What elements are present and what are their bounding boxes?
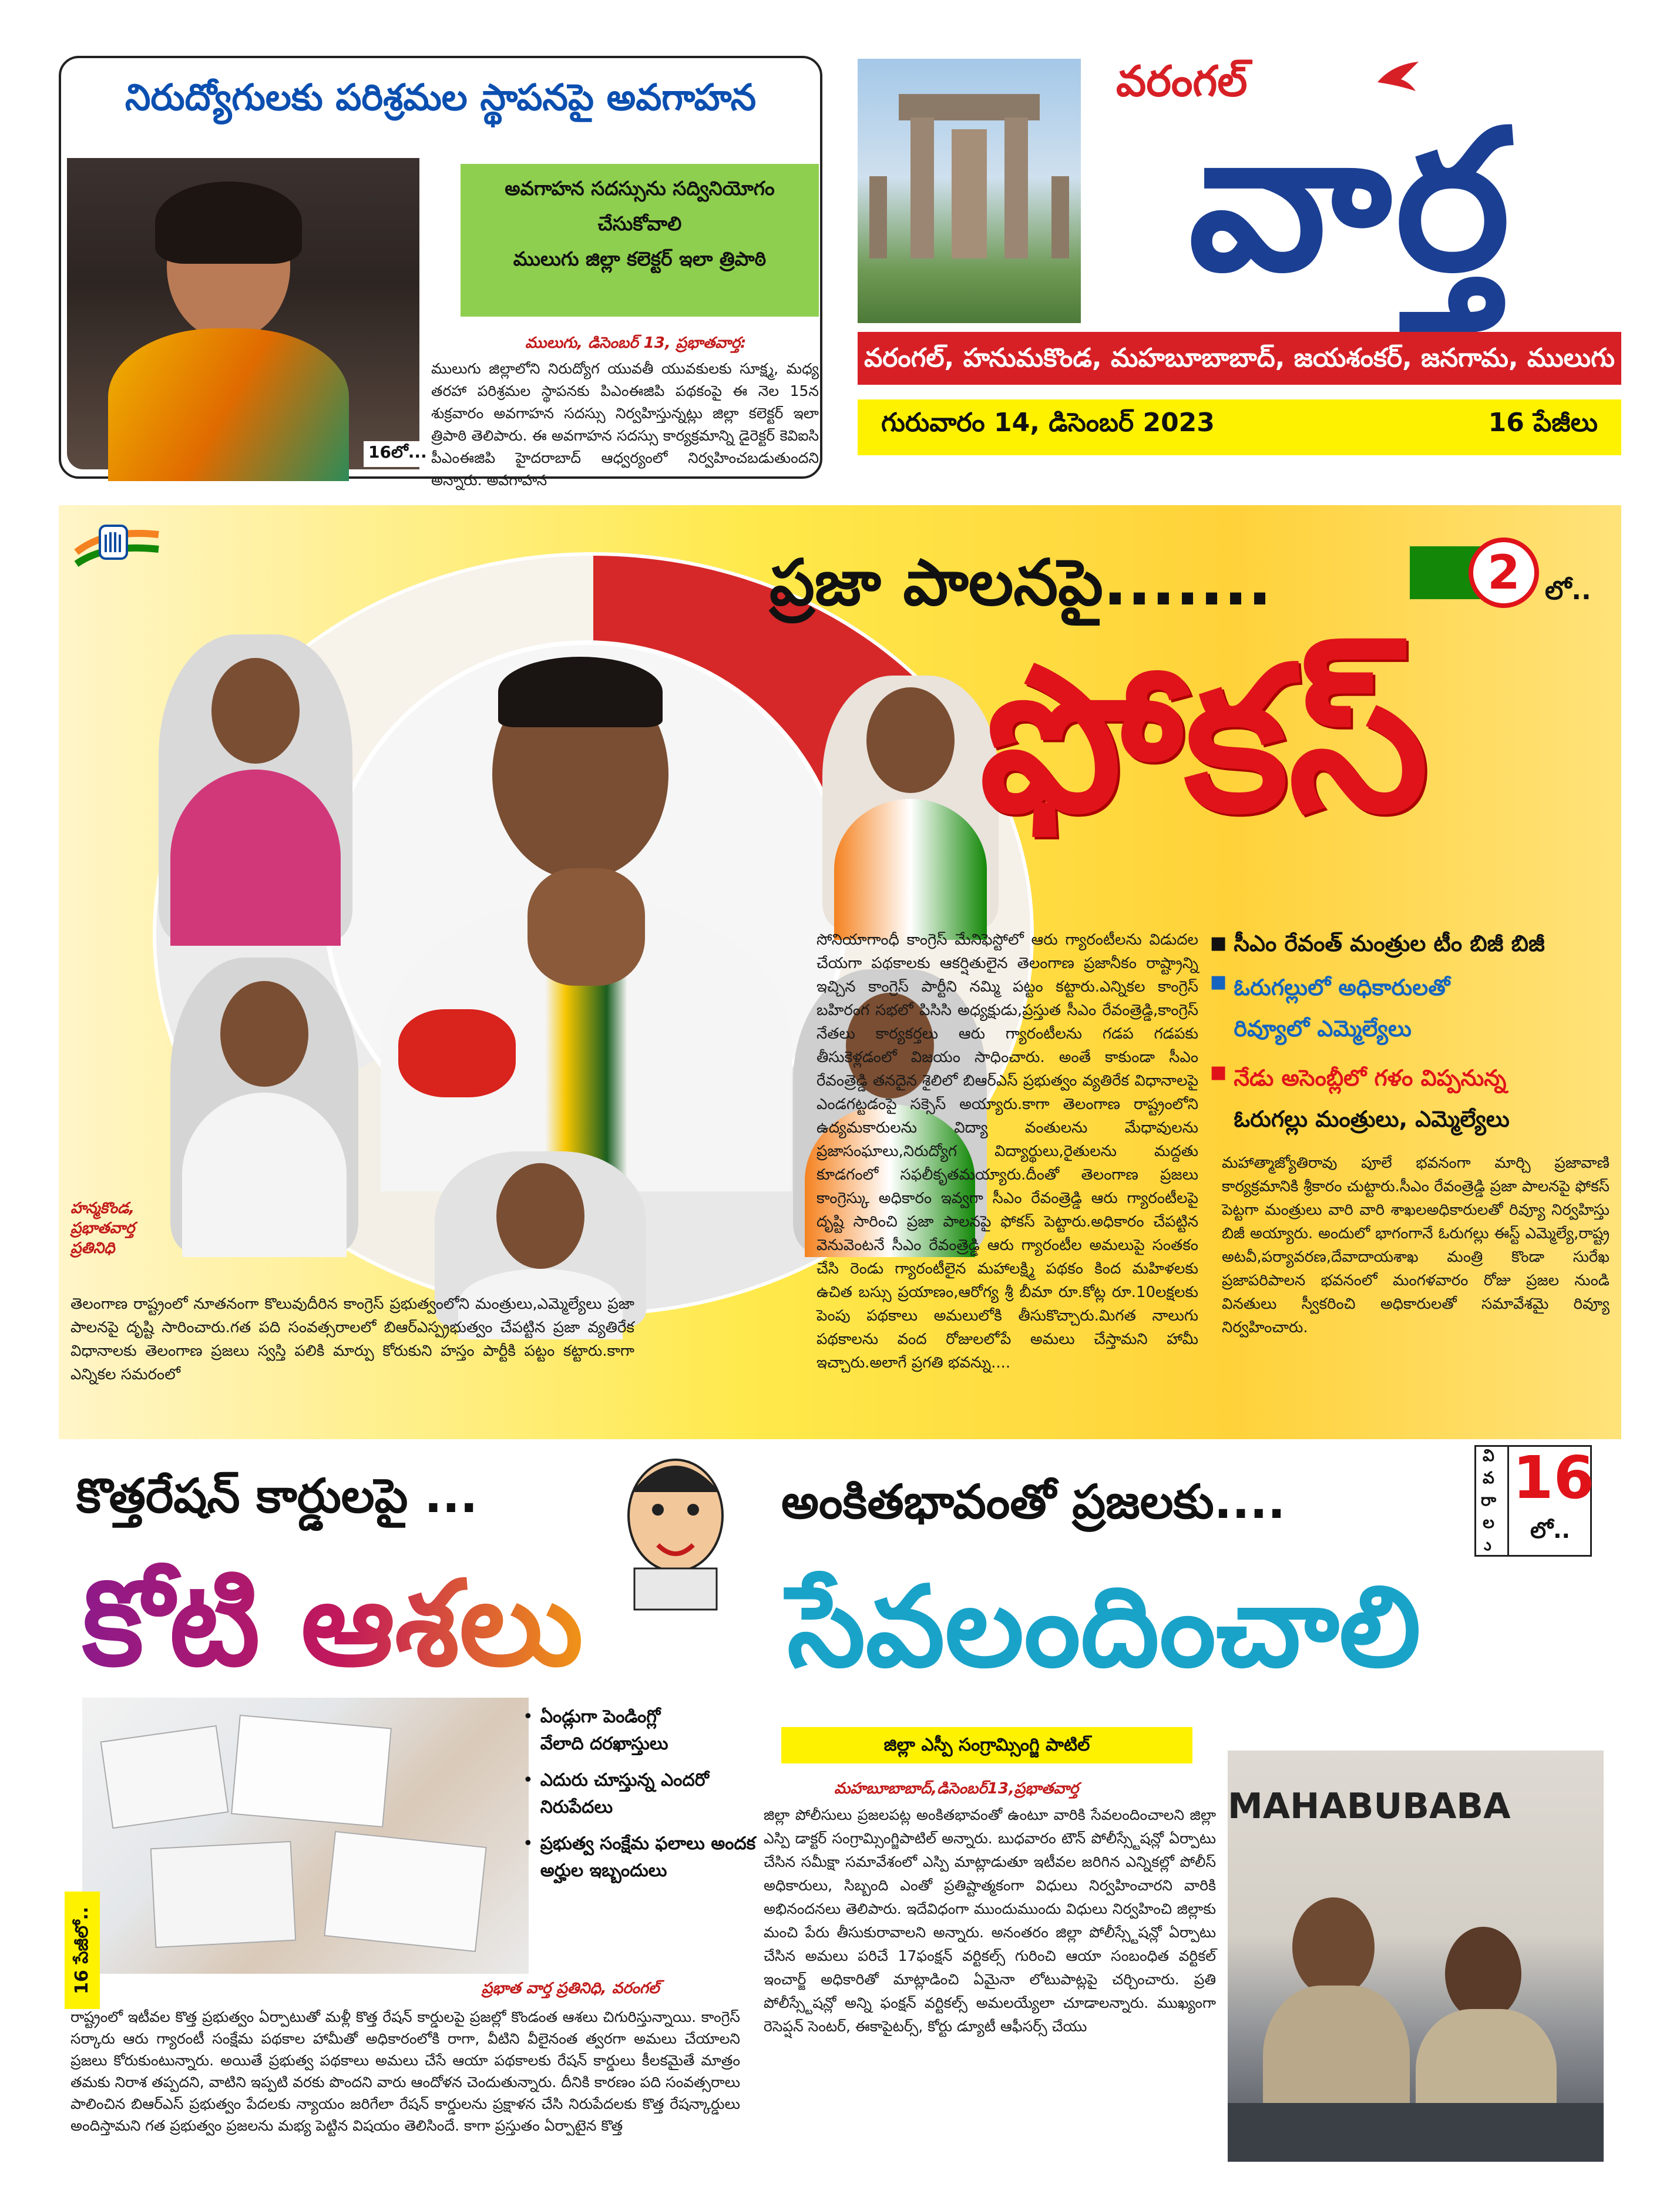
collector-photo bbox=[67, 158, 427, 469]
subhead-line-2: చేసుకోవాలి bbox=[597, 212, 682, 235]
woman-leader-portrait-left bbox=[159, 634, 352, 940]
lead-dateline bbox=[70, 1198, 135, 1258]
jump-ref: 16లో... bbox=[364, 441, 432, 467]
lead-story bbox=[59, 505, 1621, 1439]
dateline-line-1: హన్మకొండ, bbox=[70, 1200, 135, 1217]
police-side-ref bbox=[1474, 1443, 1595, 1558]
police-subhead: జిల్లా ఎస్పీ సంగ్రామ్సింగ్జి పాటిల్ bbox=[781, 1727, 1192, 1763]
lead-bullets bbox=[1210, 928, 1615, 1140]
ration-body: రాష్ట్రంలో ఇటీవల కొత్త ప్రభుత్వం ఏర్పాటుతో మళ్లీ కొత్త రేషన్ కార్డులపై ప్రజల్లో కొండంత ఆశలు చిగురిస్తున్నాయి. కాంగ్రెస్ సర్కారు ఆరు గ్యారంటీ సంక్షేమ పథకాల హామీతో అధికారంలోకి రాగా, వీటిని వీలైనంత త్వరగా అమలు చేయాలని ప్రజలు కోరుకుంటున్నారు. అయితే ప్రభుత్వ పథకాలు అమలు చేసే ఆయా పథకాలకు రేషన్ కార్డులు కీలకమైతే మాత్రం తమకు నిరాశ తప్పదని, వాటిని ఇప్పటి వరకు పొందని వారు ఆందోళన చెందుతున్నారు. దీనికి కారణం పది సంవత్సరాలు పాలించిన బిఆర్ఎస్ ప్రభుత్వం పేదలకు న్యాయం జరిగేలా రేషన్ కార్డులను ప్రక్షాళన చేసి నిరుపేదలకు కొత్త రేషన్కార్డులు అందిస్తామని గత ప్రభుత్వం ప్రజలను మభ్య పెట్టిన విషయం తెలిసిందే. కాగా ప్రస్తుతం ఏర్పాటైన కొత్త bbox=[70, 2008, 740, 2134]
page-ref-suffix: లో.. bbox=[1545, 576, 1591, 606]
lead-body-right: మహాత్మాజ్యోతిరావు పూలే భవనంగా మార్చి ప్రజావాణి కార్యక్రమానికి శ్రీకారం చుట్టారు.సీఎం రేవంత్రెడ్డి ప్రజా పాలనపై ఫోకస్ పెట్టగా మంత్రులు వారి వారి శాఖలఅధికారులతో రివ్యూ నిర్వహిస్తు బిజీ అయ్యారు. అందులో భాగంగానే ఓరుగల్లు ఈస్ట్ ఎమ్మెల్యే,రాష్ట్ర అటవీ,పర్యావరణ,దేవాదాయశాఖ మంత్రి కొండా సురేఖ ప్రజాపరిపాలన భవనంలో మంగళవారం రోజు ప్రజల నుండి వినతులు స్వీకరించి అధికారులతో సమావేశమై రివ్యూ నిర్వహించారు. bbox=[1222, 1154, 1610, 1336]
masthead-dateline-bar bbox=[858, 399, 1621, 455]
ration-byline: ప్రభాత వార్త ప్రతినిధి, వరంగల్ bbox=[482, 1980, 660, 1997]
ration-bullet-3: • ప్రభుత్వ సంక్షేమ ఫలాలు అందక అర్హుల ఇబ్బందులు bbox=[523, 1833, 756, 1881]
side-ref-suffix: లో.. bbox=[1530, 1517, 1570, 1543]
side-ref-vertical: వివరాలు bbox=[1476, 1447, 1509, 1555]
ration-kicker: కొత్తరేషన్ కార్డులపై ... bbox=[76, 1469, 478, 1523]
story-body: ములుగు జిల్లాలోని నిరుద్యోగ యువతీ యువకులకు సూక్ష్మ, మధ్య తరహా పరిశ్రమల స్థాపనకు పిఎంఈజిపి పథకంపై ఈ నెల 15న శుక్రవారం అవగాహన సదస్సు నిర్వహిస్తున్నట్లు జిల్లా కలెక్టర్ ఇలా త్రిపాఠి తెలిపారు. ఈ అవగాహన సదస్సు కార్యక్రమాన్ని డైరెక్టర్ కెవిఐసి పీఎంఈజిపి హైదరాబాద్ ఆధ్వర్యంలో నిర్వహించబడుతుందని అన్నారు. అవగాహన bbox=[431, 360, 819, 489]
dateline-line-3: ప్రతినిధి bbox=[70, 1239, 115, 1257]
masthead-title: వార్త bbox=[1188, 86, 1514, 314]
lead-bullet-2: ■ ఓరుగల్లులో అధికారులతో రివ్యూలో ఎమ్మెల్యేలు bbox=[1210, 972, 1450, 1042]
story-dateline: ములుగు, డిసెంబర్ 13, ప్రభాతవార్త: bbox=[525, 334, 747, 352]
lead-bullet-1: ■ సీఎం రేవంత్ మంత్రుల టీం బిజీ బిజీ bbox=[1210, 930, 1545, 956]
warangal-fort-image bbox=[858, 59, 1081, 323]
lead-body-left: తెలంగాణ రాష్ట్రంలో నూతనంగా కొలువుదీరిన కాంగ్రెస్ ప్రభుత్వంలోని మంత్రులు,ఎమ్మెల్యేలు ప్రజా పాలనపై దృష్టి సారించారు.గత పది సంవత్సరాలలో బిఆర్ఎస్ప్రభుత్వం చేపట్టిన ప్రజా వ్యతిరేక విధానాలకు తెలంగాణ ప్రజలు స్వస్తి పలికి మార్పు కోరుకుని హస్తం పార్టీకి పట్టం కట్టారు.కాగా ఎన్నికల సమరంలో bbox=[70, 1295, 634, 1383]
ration-bullet-2: • ఎదురు చూస్తున్న ఎందరో నిరుపేదలు bbox=[523, 1770, 709, 1818]
ration-story bbox=[59, 1445, 756, 2168]
page-count: 16 పేజీలు bbox=[1488, 408, 1598, 438]
page-ref-number: 2 bbox=[1469, 537, 1539, 608]
caricature-image bbox=[599, 1445, 752, 1610]
lead-kicker: ప్రజా పాలనపై....... bbox=[770, 546, 1272, 620]
police-body: జిల్లా పోలీసులు ప్రజలపట్ల అంకితభావంతో ఉంటూ వారికి సేవలందించాలని జిల్లా ఎస్పి డాక్టర్ సంగ్రామ్సింగ్జిపాటిల్ అన్నారు. బుధవారం టౌన్ పోలీస్స్టేషన్లో ఏర్పాటు చేసిన సమీక్షా సమావేశంలో ఎస్పి మాట్లాడుతూ ఇటీవల జరిగిన ఎన్నికల్లో పోలీస్ అధికారులు, సిబ్బంది ఎంతో ప్రతిష్టాత్మకంగా విధులు నిర్వహించారని వారికి అభినందనలు తెలిపారు. ఇదేవిధంగా ముందుముందు విధులు నిర్వహించి జిల్లాకు మంచి పేరు తీసుకురావాలని అన్నారు. అనంతరం జిల్లా పోలీస్స్టేషన్లో ఏర్పాటు చేసిన అమలు పరిచే 17ఫంక్షన్ వర్టికల్స్ గురించి ఆయా సంబంధిత వర్టికల్ ఇంచార్జ్ అధికారితో మాట్లాడించి ఏమైనా లోటుపాట్లపై చర్చించారు. ప్రతి పోలీస్స్టేషన్లో అన్ని ఫంక్షన్ వర్టికల్స్ అమలయ్యేలా చూడాలన్నారు. ముఖ్యంగా రెసెప్షన్ సెంటర్, ఈకాపైటర్స్, కోర్టు డ్యూటీ ఆఫీసర్స్ చేయు bbox=[764, 1806, 1216, 2035]
police-headline: సేవలందించాలి bbox=[787, 1562, 1421, 1692]
story-headline: నిరుద్యోగులకు పరిశ్రమల స్థాపనపై అవగాహన bbox=[125, 76, 757, 119]
police-meeting-photo bbox=[1228, 1751, 1604, 2162]
mla-portrait-left bbox=[170, 958, 358, 1251]
lead-bullet-3: ■ నేడు అసెంబ్లీలో గళం విప్పనున్న ఓరుగల్లు మంత్రులు, ఎమ్మెల్యేలు bbox=[1210, 1062, 1510, 1132]
lead-body-center: సోనియాగాంధీ కాంగ్రెస్ మేనిఫెస్టోలో ఆరు గ్యారంటీలను విడుదల చేయగా పథకాలకు ఆకర్షితులైన తెలంగాణ ప్రజానీకం రాష్ట్రాన్ని ఇచ్చిన కాంగ్రెస్ పార్టీని నమ్మి పట్టం కట్టారు.ఎన్నికల కాంగ్రెస్ బహిరంగ సభలో పిసిసి అధ్యక్షుడు,ప్రస్తుత సీఎం రేవంత్రెడ్డి,కాంగ్రెస్ నేతలు కార్యకర్తలు ఆరు గ్యారంటీలను గడప గడపకు తీసుకెళ్లడంలో విజయం సాధించారు. అంతే కాకుండా సీఎం రేవంత్రెడ్డి తనదైన శైలిలో బిఆర్ఎస్ ప్రభుత్వం వ్యతిరేక విధానాలపై ఎండగట్టడంపై సక్సెస్ అయ్యారు.కాగా తెలంగాణ రాష్ట్రంలోని ఉద్యమకారులను విద్యా వంతులను మేధావులను ప్రజాసంఘాలు,నిరుద్యోగ విద్యార్థులు,రైతులను మద్దతు కూడగంలో సఫలీకృతమయ్యారు.దీంతో తెలంగాణ ప్రజలు కాంగ్రెస్కు అధికారం ఇవ్వగా సీఎం రేవంత్రెడ్డి ఆరు గ్యారంటీలపై దృష్టి సారించి ప్రజా పాలనపై ఫోకస్ పెట్టారు.అధికారం చేపట్టిన వెనువెంటనే సీఎం రేవంత్రెడ్డి ఆరు గ్యారంటీల అమలుపై సంతకం చేసి రెండు గ్యారంటీలైన మహాలక్ష్మి పథకం కింద మహిళలకు ఉచిత బస్సు ప్రయాణం,ఆరోగ్య శ్రీ బీమా రూ.కోట్ల రూ.10లక్షలకు పెంపు పథకాలు అమలులోకి తీసుకొచ్చారు.మిగత నాలుగు పథకాలను వంద రోజులలోపే అమలు చేస్తామని హామీ ఇచ్చారు.అలాగే ప్రగతి భవన్ను.... bbox=[817, 931, 1198, 1372]
police-kicker: అంకితభావంతో ప్రజలకు.... bbox=[781, 1474, 1286, 1529]
ration-bullet-1: • ఏండ్లుగా పెండింగ్లో వేలాది దరఖాస్తులు bbox=[523, 1706, 668, 1754]
side-ref-number: 16 bbox=[1513, 1443, 1595, 1512]
subhead-line-3: ములుగు జిల్లా కలెక్టర్ ఇలా త్రిపాఠి bbox=[513, 247, 767, 270]
top-left-story bbox=[59, 56, 822, 489]
story-subhead bbox=[461, 164, 819, 317]
dateline-line-2: ప్రభాతవార్త bbox=[70, 1220, 135, 1237]
lead-headline: ఫోకస్ bbox=[979, 624, 1429, 856]
issue-date: గురువారం 14, డిసెంబర్ 2023 bbox=[881, 408, 1215, 438]
photo-sign: MAHABUBABA bbox=[1228, 1786, 1511, 1827]
masthead-districts: వరంగల్, హనుమకొండ, మహబూబాబాద్, జయశంకర్, జనగామ, ములుగు bbox=[858, 332, 1621, 385]
ration-side-ref: 16 పేజీలో.. bbox=[65, 1892, 100, 2009]
subhead-line-1: అవగాహన సదస్సును సద్వినియోగం bbox=[505, 177, 775, 200]
cm-revanth-portrait bbox=[323, 640, 849, 1167]
masthead bbox=[858, 56, 1621, 470]
police-dateline: మహబూబాబాద్,డిసెంబర్13,ప్రభాతవార్త bbox=[834, 1780, 1079, 1798]
ration-bullets bbox=[523, 1704, 770, 1884]
ration-headline: కోటి ఆశలు bbox=[82, 1551, 599, 1698]
ration-cards-photo bbox=[82, 1698, 529, 1974]
masthead-city: వరంగల్ bbox=[1116, 56, 1248, 106]
police-story bbox=[764, 1445, 1621, 2168]
